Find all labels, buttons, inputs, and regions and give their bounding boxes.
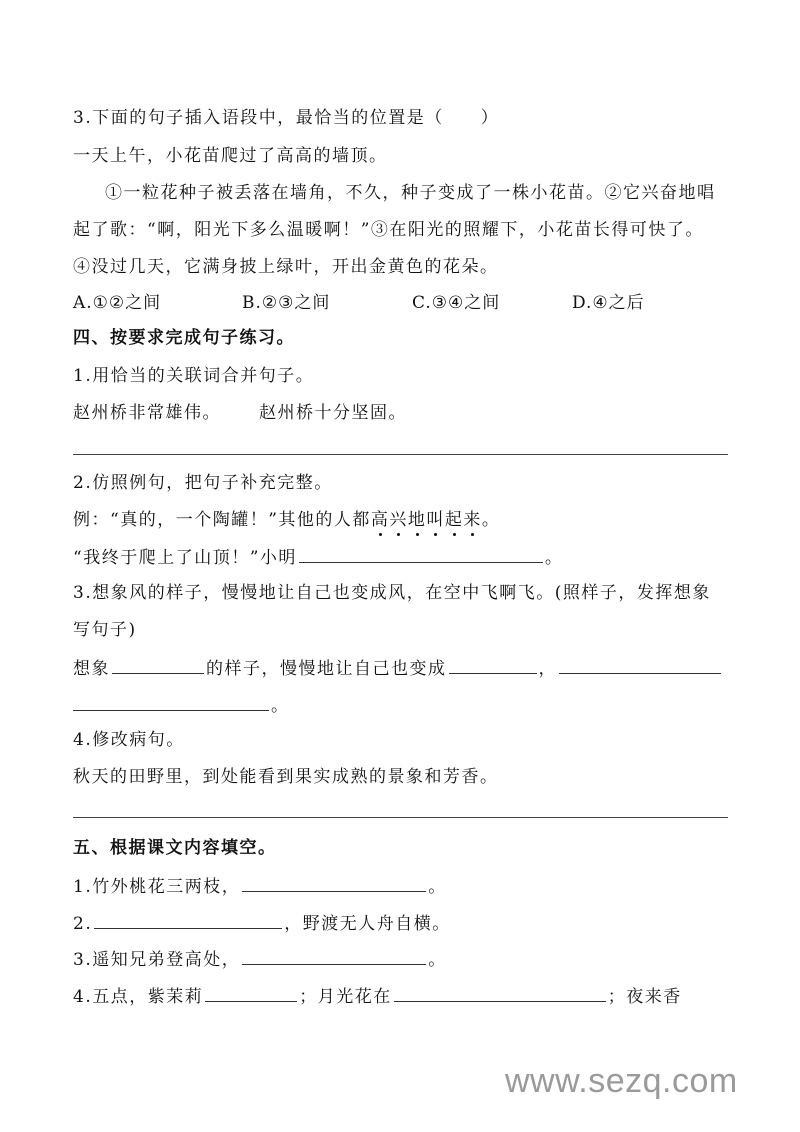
s4-item1-answer-line[interactable]	[73, 454, 728, 455]
s5-item4-blank-1[interactable]	[205, 985, 297, 1002]
s4-item3-blank-1[interactable]	[112, 657, 204, 674]
s5-item3-blank[interactable]	[242, 948, 426, 965]
q3-option-a[interactable]: A.①②之间	[73, 293, 162, 313]
s4-item1-sentence-b: 赵州桥十分坚固。	[259, 403, 407, 423]
s5-item3-prefix: 3.遥知兄弟登高处，	[73, 950, 241, 970]
q3-option-b[interactable]: B.②③之间	[242, 293, 331, 313]
s4-item3-blank-2[interactable]	[449, 657, 537, 674]
s5-item4-mid: ；月光花在	[299, 987, 392, 1007]
dotted-char: 叫	[426, 510, 445, 530]
s5-item1-suffix: 。	[428, 877, 447, 897]
s4-item1-sentence-a: 赵州桥非常雄伟。	[73, 403, 221, 423]
dotted-char: 兴	[389, 510, 408, 530]
dotted-char: 地	[407, 510, 427, 530]
fill-a: 想象	[73, 659, 110, 679]
s4-item2-prompt: 2.仿照例句，把句子补充完整。	[73, 473, 333, 493]
s4-item2-blank[interactable]	[299, 546, 543, 563]
s5-item1-prefix: 1.竹外桃花三两枝，	[73, 877, 241, 897]
fill-c: ，	[538, 659, 557, 679]
fill-b: 的样子，慢慢地让自己也变成	[206, 659, 447, 679]
q3-insert-sentence: 一天上午，小花苗爬过了高高的墙顶。	[73, 146, 388, 166]
q3-passage-line2: 起了歌：“啊，阳光下多么温暖啊！”③在阳光的照耀下，小花苗长得可快了。	[73, 220, 704, 240]
example-prefix: 例：“真的，一个陶罐！”其他的人都	[73, 510, 371, 530]
s5-item4-suffix: ；夜来香	[607, 987, 682, 1007]
s4-item3-prompt-line1: 3.想象风的样子，慢慢地让自己也变成风，在空中飞啊飞。(照样子，发挥想象	[73, 583, 711, 603]
s4-item2-task	[73, 546, 563, 568]
s4-item3-fill	[73, 657, 723, 679]
s5-item4-prefix: 4.五点，紫茉莉	[73, 987, 204, 1007]
s5-item1-blank[interactable]	[242, 875, 426, 892]
s4-item2-example	[73, 510, 500, 530]
s5-item2-suffix: ，野渡无人舟自横。	[284, 914, 451, 934]
fill-end: 。	[271, 696, 290, 716]
s5-item2-prefix: 2.	[73, 914, 93, 934]
s5-item2	[73, 912, 451, 934]
task-prefix: “我终于爬上了山顶！”小明	[73, 548, 297, 568]
q3-question: 3.下面的句子插入语段中，最恰当的位置是（ ）	[73, 108, 500, 128]
dotted-char: 高	[370, 510, 390, 530]
s5-item2-blank[interactable]	[94, 912, 282, 929]
dotted-char: 来	[463, 510, 482, 530]
s4-item3-blank-4[interactable]	[73, 694, 269, 711]
section5-title: 五、根据课文内容填空。	[73, 838, 277, 858]
section4-title: 四、按要求完成句子练习。	[73, 328, 295, 348]
s4-item3-fill-cont	[73, 694, 290, 716]
q3-option-c[interactable]: C.③④之间	[412, 293, 501, 313]
task-suffix: 。	[544, 548, 564, 568]
s4-item4-sentence: 秋天的田野里，到处能看到果实成熟的景象和芳香。	[73, 767, 499, 787]
s4-item4-prompt: 4.修改病句。	[73, 730, 185, 750]
s5-item4-blank-2[interactable]	[394, 985, 606, 1002]
s4-item3-prompt-line2: 写句子)	[73, 620, 137, 640]
s5-item4	[73, 985, 682, 1007]
s4-item3-blank-3[interactable]	[559, 657, 721, 674]
example-suffix: 。	[481, 510, 501, 530]
watermark: www.sezq.com	[505, 1062, 738, 1100]
s4-item4-answer-line[interactable]	[73, 817, 728, 818]
dotted-char: 起	[444, 510, 464, 530]
s5-item3-suffix: 。	[428, 950, 447, 970]
s5-item1	[73, 875, 447, 897]
q3-option-d[interactable]: D.④之后	[572, 293, 645, 313]
s5-item3	[73, 948, 447, 970]
q3-passage-line1: ①一粒花种子被丢落在墙角，不久，种子变成了一株小花苗。②它兴奋地唱	[105, 183, 716, 203]
q3-passage-line3: ④没过几天，它满身披上绿叶，开出金黄色的花朵。	[73, 257, 499, 277]
s4-item1-sentences	[73, 403, 407, 423]
s4-item1-prompt: 1.用恰当的关联词合并句子。	[73, 366, 315, 386]
